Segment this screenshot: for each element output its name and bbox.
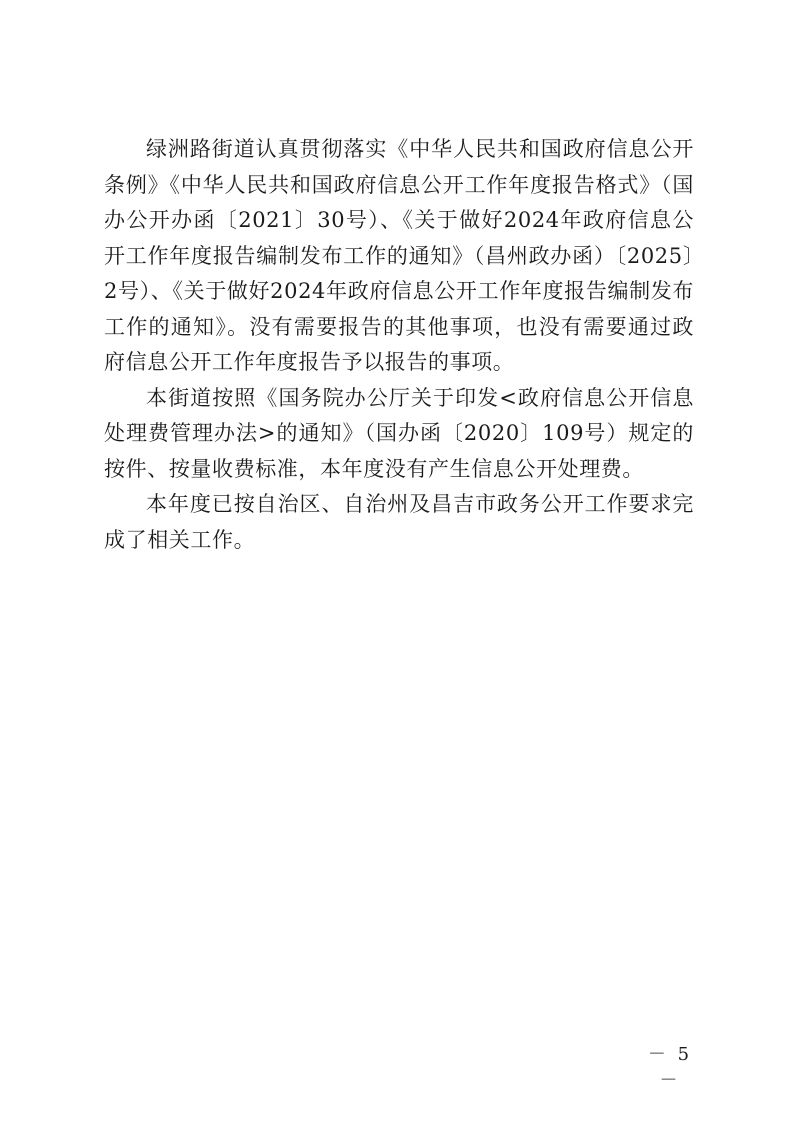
paragraph-regulations: 绿洲路街道认真贯彻落实《中华人民共和国政府信息公开条例》《中华人民共和国政府信息公开工作年度报告格式》（国办公开办函〔2021〕30号）、《关于做好2024年政府信息公开工作年度报告编制发布工作的通知》（昌州政办函）〔2025〕2号）、《关于做好2024年政府信息公开工作年度报告编制发布工作的通知》。没有需要报告的其他事项，也没有需要通过政府信息公开工作年度报告予以报告的事项。 bbox=[104, 137, 694, 374]
page-number: － 5 － bbox=[647, 1044, 693, 1091]
paragraph-completion: 本年度已按自治区、自治州及昌吉市政务公开工作要求完成了相关工作。 bbox=[104, 492, 694, 552]
paragraph-fees: 本街道按照《国务院办公厅关于印发<政府信息公开信息处理费管理办法>的通知》（国办函〔2020〕109号）规定的按件、按量收费标准，本年度没有产生信息公开处理费。 bbox=[104, 385, 694, 481]
document-body bbox=[104, 132, 694, 558]
